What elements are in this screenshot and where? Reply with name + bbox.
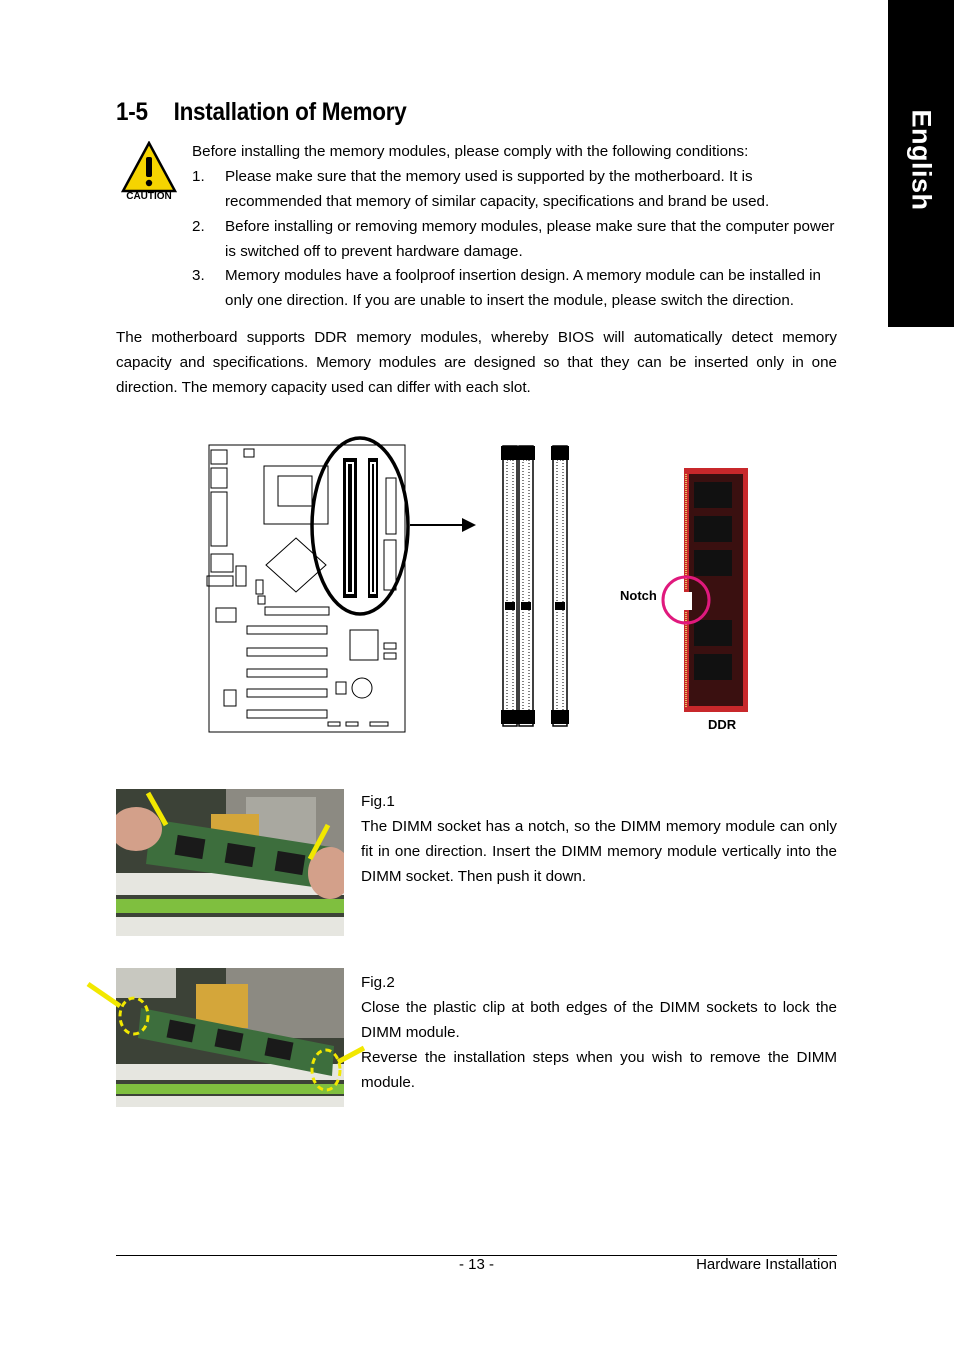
memory-slot-diagram <box>200 430 760 740</box>
language-side-tab <box>888 0 954 327</box>
caution-item-2 <box>192 214 838 264</box>
notch-label: Notch <box>620 588 657 603</box>
fig1-caption <box>361 789 837 889</box>
section-number: 1-5 <box>116 98 148 126</box>
onboard-dimm-slots <box>343 458 378 598</box>
fig2-text-1: Close the plastic clip at both edges of the DIMM sockets to lock the DIMM module. <box>361 999 837 1041</box>
item-text: Before installing or removing memory modules, please make sure that the computer power is switched off to prevent hardware damage. <box>225 218 835 260</box>
memory-support-paragraph: The motherboard supports DDR memory modules, whereby BIOS will automatically detect memory capacity and specifications. Memory modules are designed so that they can be inserted only in one direction. The memory capacity used can differ with each slot. <box>116 329 837 396</box>
language-tab-label: English <box>906 109 937 211</box>
dimm-highlight-ellipse <box>312 438 408 614</box>
caution-intro: Before installing the memory modules, please comply with the following conditions: <box>192 143 749 160</box>
fig1-text: The DIMM socket has a notch, so the DIMM memory module can only fit in one direction. Insert the DIMM memory module vertically into the DIMM socket. Then push it down. <box>361 818 837 885</box>
item-number: 2. <box>192 218 205 235</box>
footer-section-name: Hardware Installation <box>696 1256 837 1273</box>
fig1-label: Fig.1 <box>361 793 395 810</box>
caution-icon <box>121 141 177 205</box>
fig2-text-2: Reverse the installation steps when you wish to remove the DIMM module. <box>361 1049 837 1091</box>
ddr-label: DDR <box>708 717 737 732</box>
fig2-photo <box>86 968 366 1108</box>
fig2-caption <box>361 970 837 1095</box>
section-title-text: Installation of Memory <box>173 98 407 126</box>
ddr-module-illustration <box>684 468 748 712</box>
caution-item-3 <box>192 263 838 313</box>
fig2-label: Fig.2 <box>361 974 395 991</box>
item-number: 3. <box>192 267 205 284</box>
diagram-svg <box>200 430 760 740</box>
item-text: Memory modules have a foolproof insertion design. A memory module can be installed in only one direction. If you are unable to insert the module, please switch the direction. <box>225 267 822 309</box>
caution-icon-label: CAUTION <box>126 191 172 202</box>
pointer-arrow <box>410 518 476 532</box>
item-number: 1. <box>192 168 205 185</box>
fig1-photo <box>116 789 344 936</box>
footer-page-number: - 13 - <box>459 1256 495 1273</box>
section-title <box>116 98 406 127</box>
item-text: Please make sure that the memory used is supported by the motherboard. It is recommended that memory of similar capacity, specifications and brand be used. <box>225 168 770 210</box>
caution-item-1 <box>192 164 838 214</box>
enlarged-dimm-slots <box>501 446 569 726</box>
